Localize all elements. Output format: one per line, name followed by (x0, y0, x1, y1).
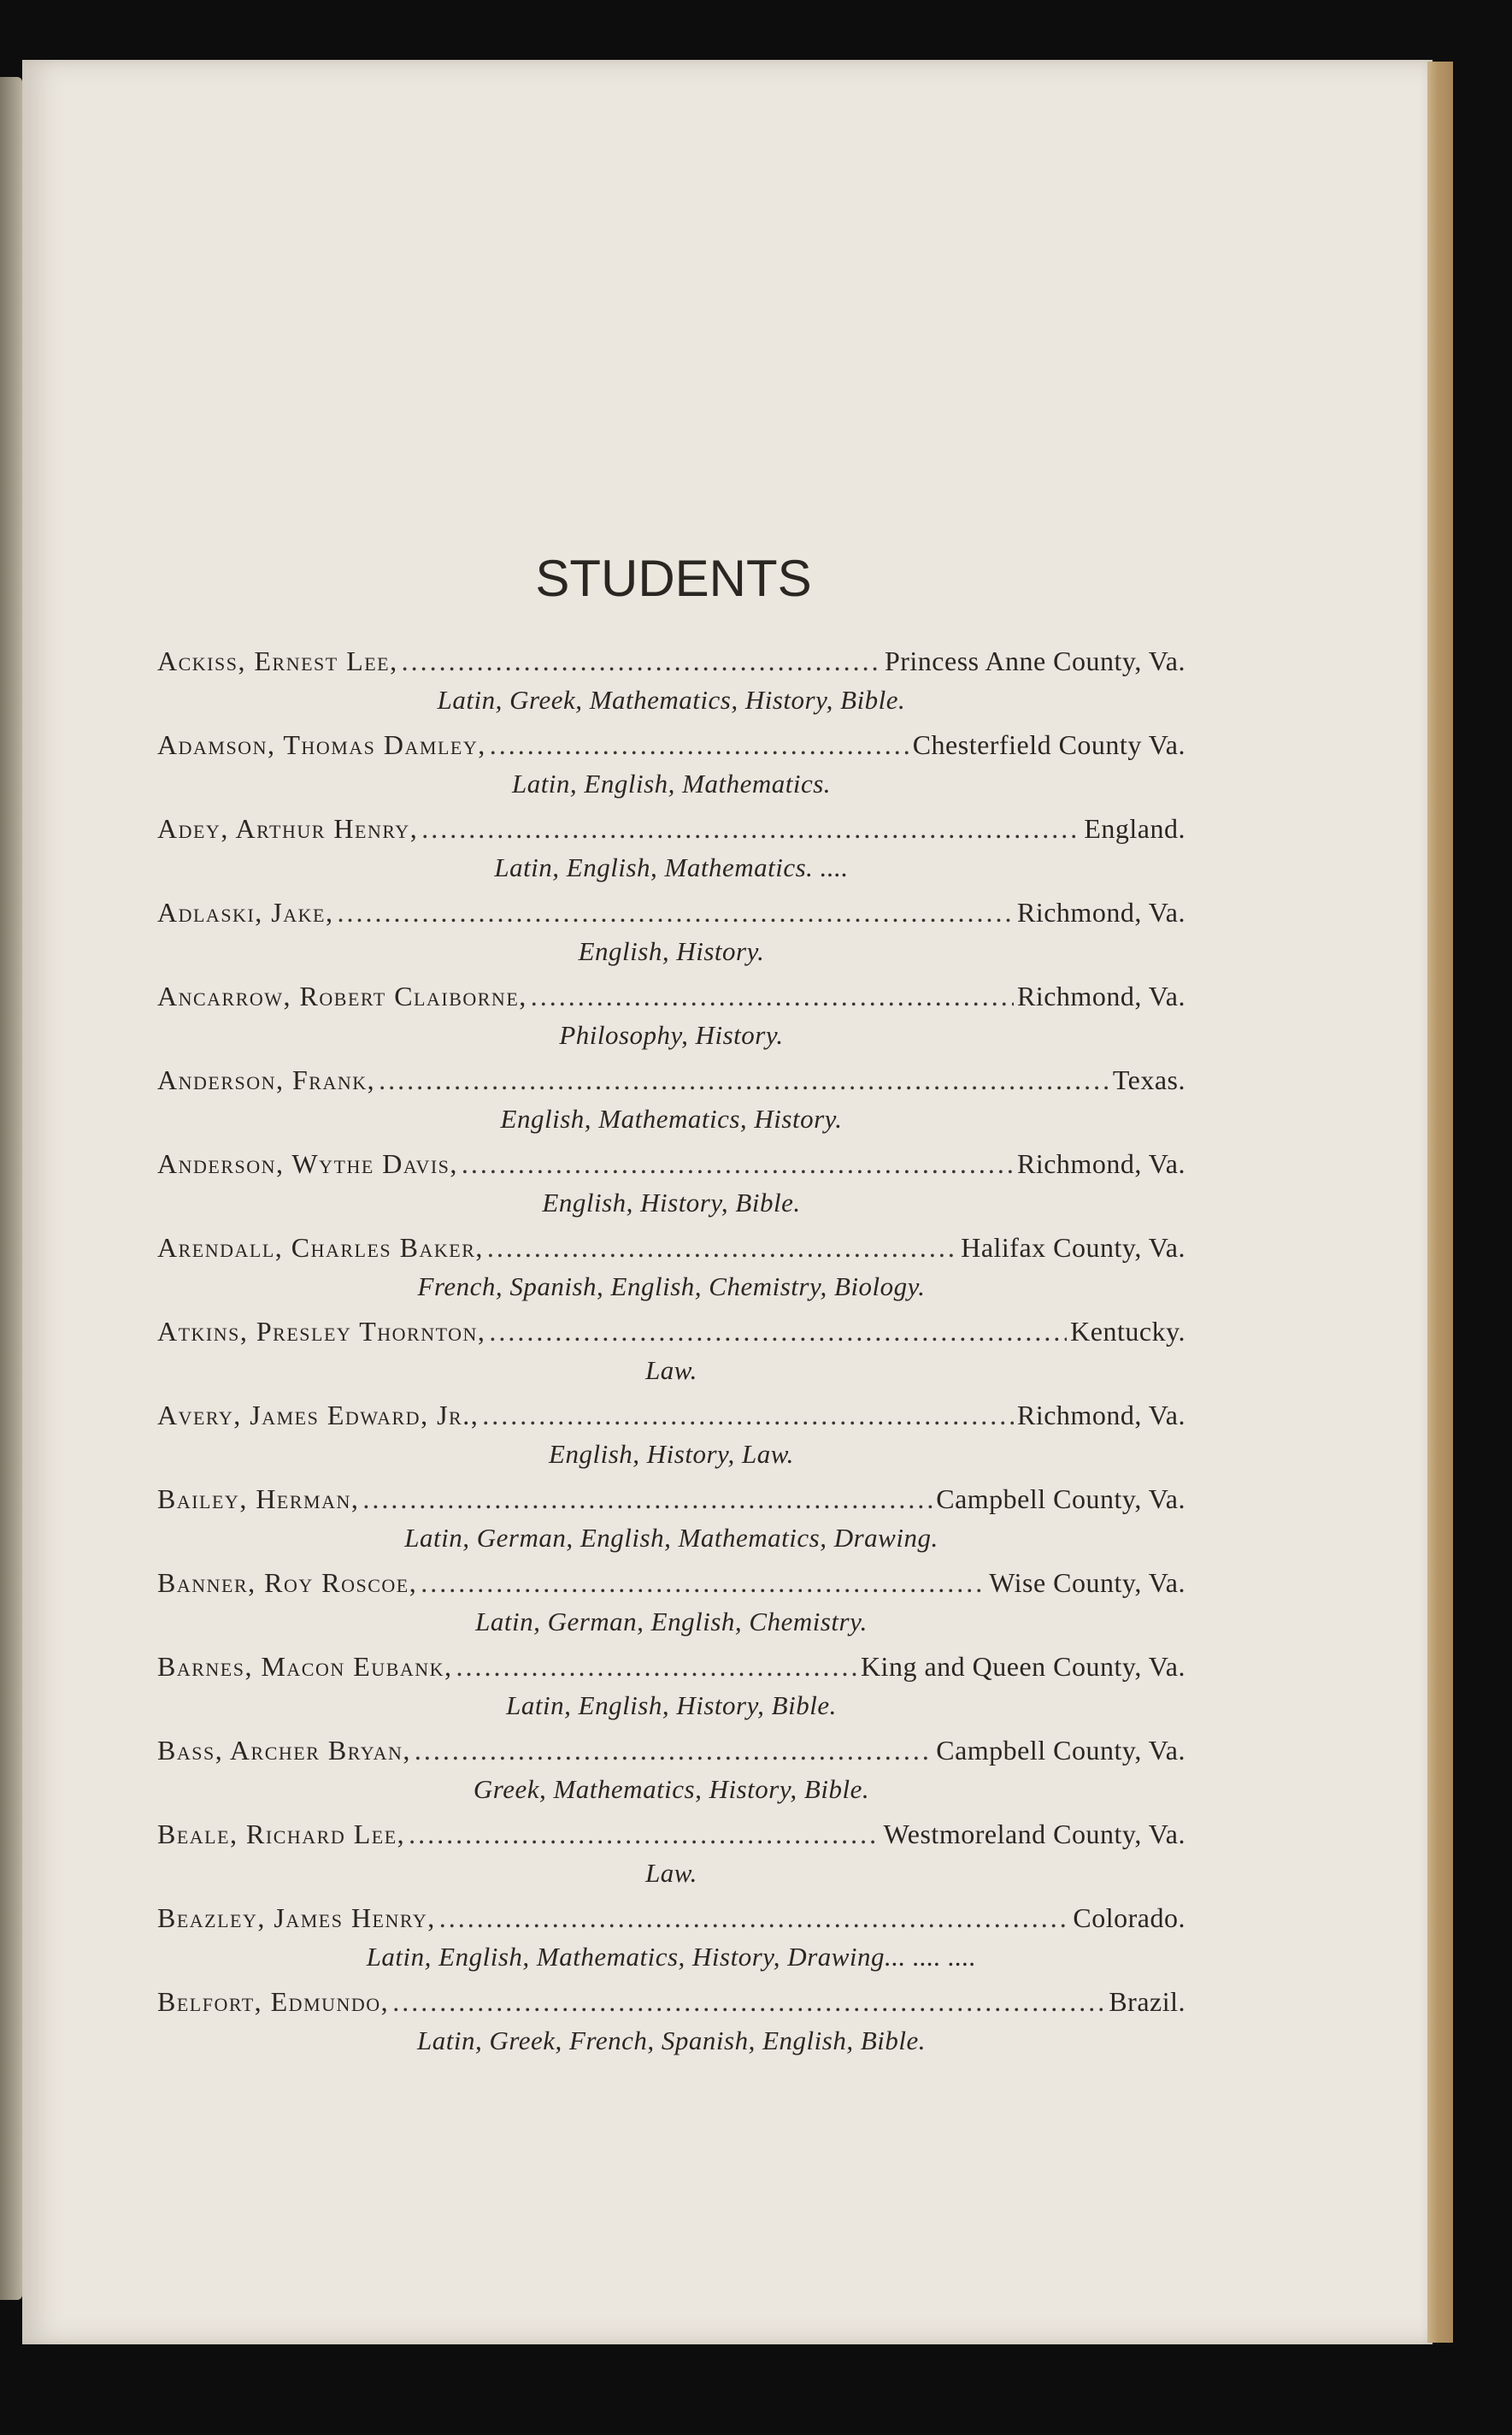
student-home: Campbell County, Va. (936, 1483, 1185, 1514)
student-home: Richmond, Va. (1016, 981, 1185, 1011)
student-line (157, 1730, 1185, 1770)
student-entry (157, 1228, 1185, 1312)
student-entry (157, 893, 1185, 976)
student-entry (157, 1060, 1185, 1144)
leader-dots (531, 976, 1014, 1016)
leader-dots (392, 1982, 1105, 2021)
leader-dots (482, 1395, 1014, 1435)
student-entry (157, 1814, 1185, 1898)
student-home: Campbell County, Va. (936, 1735, 1185, 1766)
student-home: Kentucky. (1070, 1316, 1185, 1347)
student-home: Richmond, Va. (1016, 1148, 1185, 1179)
student-subjects: Latin, English, History, Bible. (506, 1690, 837, 1720)
student-name: Adey, Arthur Henry, (157, 813, 419, 844)
student-name: Beazley, James Henry, (157, 1902, 436, 1933)
student-line (157, 1312, 1185, 1351)
student-home: Wise County, Va. (989, 1567, 1185, 1598)
leader-dots (490, 725, 909, 764)
student-entry (157, 1479, 1185, 1563)
student-entry (157, 1647, 1185, 1730)
leader-dots (379, 1060, 1109, 1100)
student-line (157, 1144, 1185, 1183)
student-line (157, 1228, 1185, 1267)
student-entry (157, 1898, 1185, 1982)
leader-dots (409, 1814, 880, 1854)
leader-dots (456, 1647, 857, 1686)
student-entry (157, 809, 1185, 893)
leader-dots (489, 1312, 1067, 1351)
student-subjects: Law. (645, 1858, 697, 1888)
student-home: Colorado. (1073, 1902, 1185, 1933)
student-name: Anderson, Frank, (157, 1064, 376, 1095)
student-name: Adamson, Thomas Damley, (157, 729, 486, 760)
leader-dots (337, 893, 1014, 932)
student-name: Avery, James Edward, Jr., (157, 1400, 479, 1430)
leader-dots (487, 1228, 957, 1267)
student-entry (157, 1982, 1185, 2066)
student-home: Halifax County, Va. (961, 1232, 1185, 1263)
student-line (157, 1060, 1185, 1100)
student-entry (157, 976, 1185, 1060)
student-home: Richmond, Va. (1016, 897, 1185, 928)
page-block-edge (1427, 62, 1453, 2343)
student-line (157, 641, 1185, 681)
leader-dots (462, 1144, 1014, 1183)
student-name: Belfort, Edmundo, (157, 1986, 390, 2017)
student-home: Chesterfield County Va. (912, 729, 1185, 760)
student-home: Westmoreland County, Va. (883, 1819, 1185, 1849)
page-title: STUDENTS (535, 550, 812, 607)
student-line (157, 1479, 1185, 1518)
student-home: King and Queen County, Va. (860, 1651, 1185, 1682)
student-subjects: Latin, Greek, French, Spanish, English, Bible. (417, 2025, 926, 2055)
student-entry (157, 1395, 1185, 1479)
student-subjects: Law. (645, 1355, 697, 1385)
student-line (157, 725, 1185, 764)
student-line (157, 1395, 1185, 1435)
student-name: Anderson, Wythe Davis, (157, 1148, 458, 1179)
student-subjects: English, History. (578, 936, 765, 966)
student-entry (157, 1563, 1185, 1647)
student-subjects: Latin, English, Mathematics. .... (494, 852, 849, 882)
student-subjects: Latin, Greek, Mathematics, History, Bible. (437, 685, 906, 715)
student-name: Beale, Richard Lee, (157, 1819, 406, 1849)
student-subjects: Philosophy, History. (559, 1020, 784, 1050)
leader-dots (402, 641, 881, 681)
student-name: Barnes, Macon Eubank, (157, 1651, 453, 1682)
student-entry (157, 641, 1185, 725)
student-home: England. (1084, 813, 1185, 844)
student-subjects: English, History, Bible. (542, 1188, 801, 1218)
student-name: Adlaski, Jake, (157, 897, 334, 928)
book-page (22, 60, 1433, 2344)
student-line (157, 1898, 1185, 1937)
student-home: Princess Anne County, Va. (884, 646, 1185, 676)
leader-dots (362, 1479, 932, 1518)
student-line (157, 1814, 1185, 1854)
leader-dots (421, 809, 1080, 848)
student-subjects: French, Spanish, English, Chemistry, Biology. (417, 1271, 926, 1301)
student-line (157, 809, 1185, 848)
student-line (157, 976, 1185, 1016)
student-name: Ancarrow, Robert Claiborne, (157, 981, 527, 1011)
student-subjects: Latin, German, English, Mathematics, Drawing. (404, 1523, 938, 1553)
student-name: Arendall, Charles Baker, (157, 1232, 484, 1263)
student-entry (157, 1730, 1185, 1814)
leader-dots (421, 1563, 985, 1602)
leader-dots (415, 1730, 932, 1770)
student-line (157, 1563, 1185, 1602)
student-name: Bailey, Herman, (157, 1483, 360, 1514)
student-line (157, 893, 1185, 932)
student-list (157, 641, 1185, 2066)
student-entry (157, 1144, 1185, 1228)
student-entry (157, 1312, 1185, 1395)
student-name: Atkins, Presley Thornton, (157, 1316, 486, 1347)
student-subjects: English, Mathematics, History. (500, 1104, 843, 1134)
student-name: Banner, Roy Roscoe, (157, 1567, 418, 1598)
facing-page-edge (0, 77, 22, 2300)
student-home: Richmond, Va. (1016, 1400, 1185, 1430)
student-home: Texas. (1112, 1064, 1185, 1095)
student-subjects: Latin, English, Mathematics. (511, 769, 832, 799)
student-subjects: English, History, Law. (549, 1439, 794, 1469)
student-home: Brazil. (1109, 1986, 1185, 2017)
student-subjects: Greek, Mathematics, History, Bible. (473, 1774, 870, 1804)
student-name: Bass, Archer Bryan, (157, 1735, 411, 1766)
student-line (157, 1982, 1185, 2021)
student-subjects: Latin, English, Mathematics, History, Drawing... .... .... (366, 1942, 977, 1972)
student-entry (157, 725, 1185, 809)
student-name: Ackiss, Ernest Lee, (157, 646, 398, 676)
leader-dots (439, 1898, 1070, 1937)
student-subjects: Latin, German, English, Chemistry. (475, 1607, 868, 1636)
student-line (157, 1647, 1185, 1686)
